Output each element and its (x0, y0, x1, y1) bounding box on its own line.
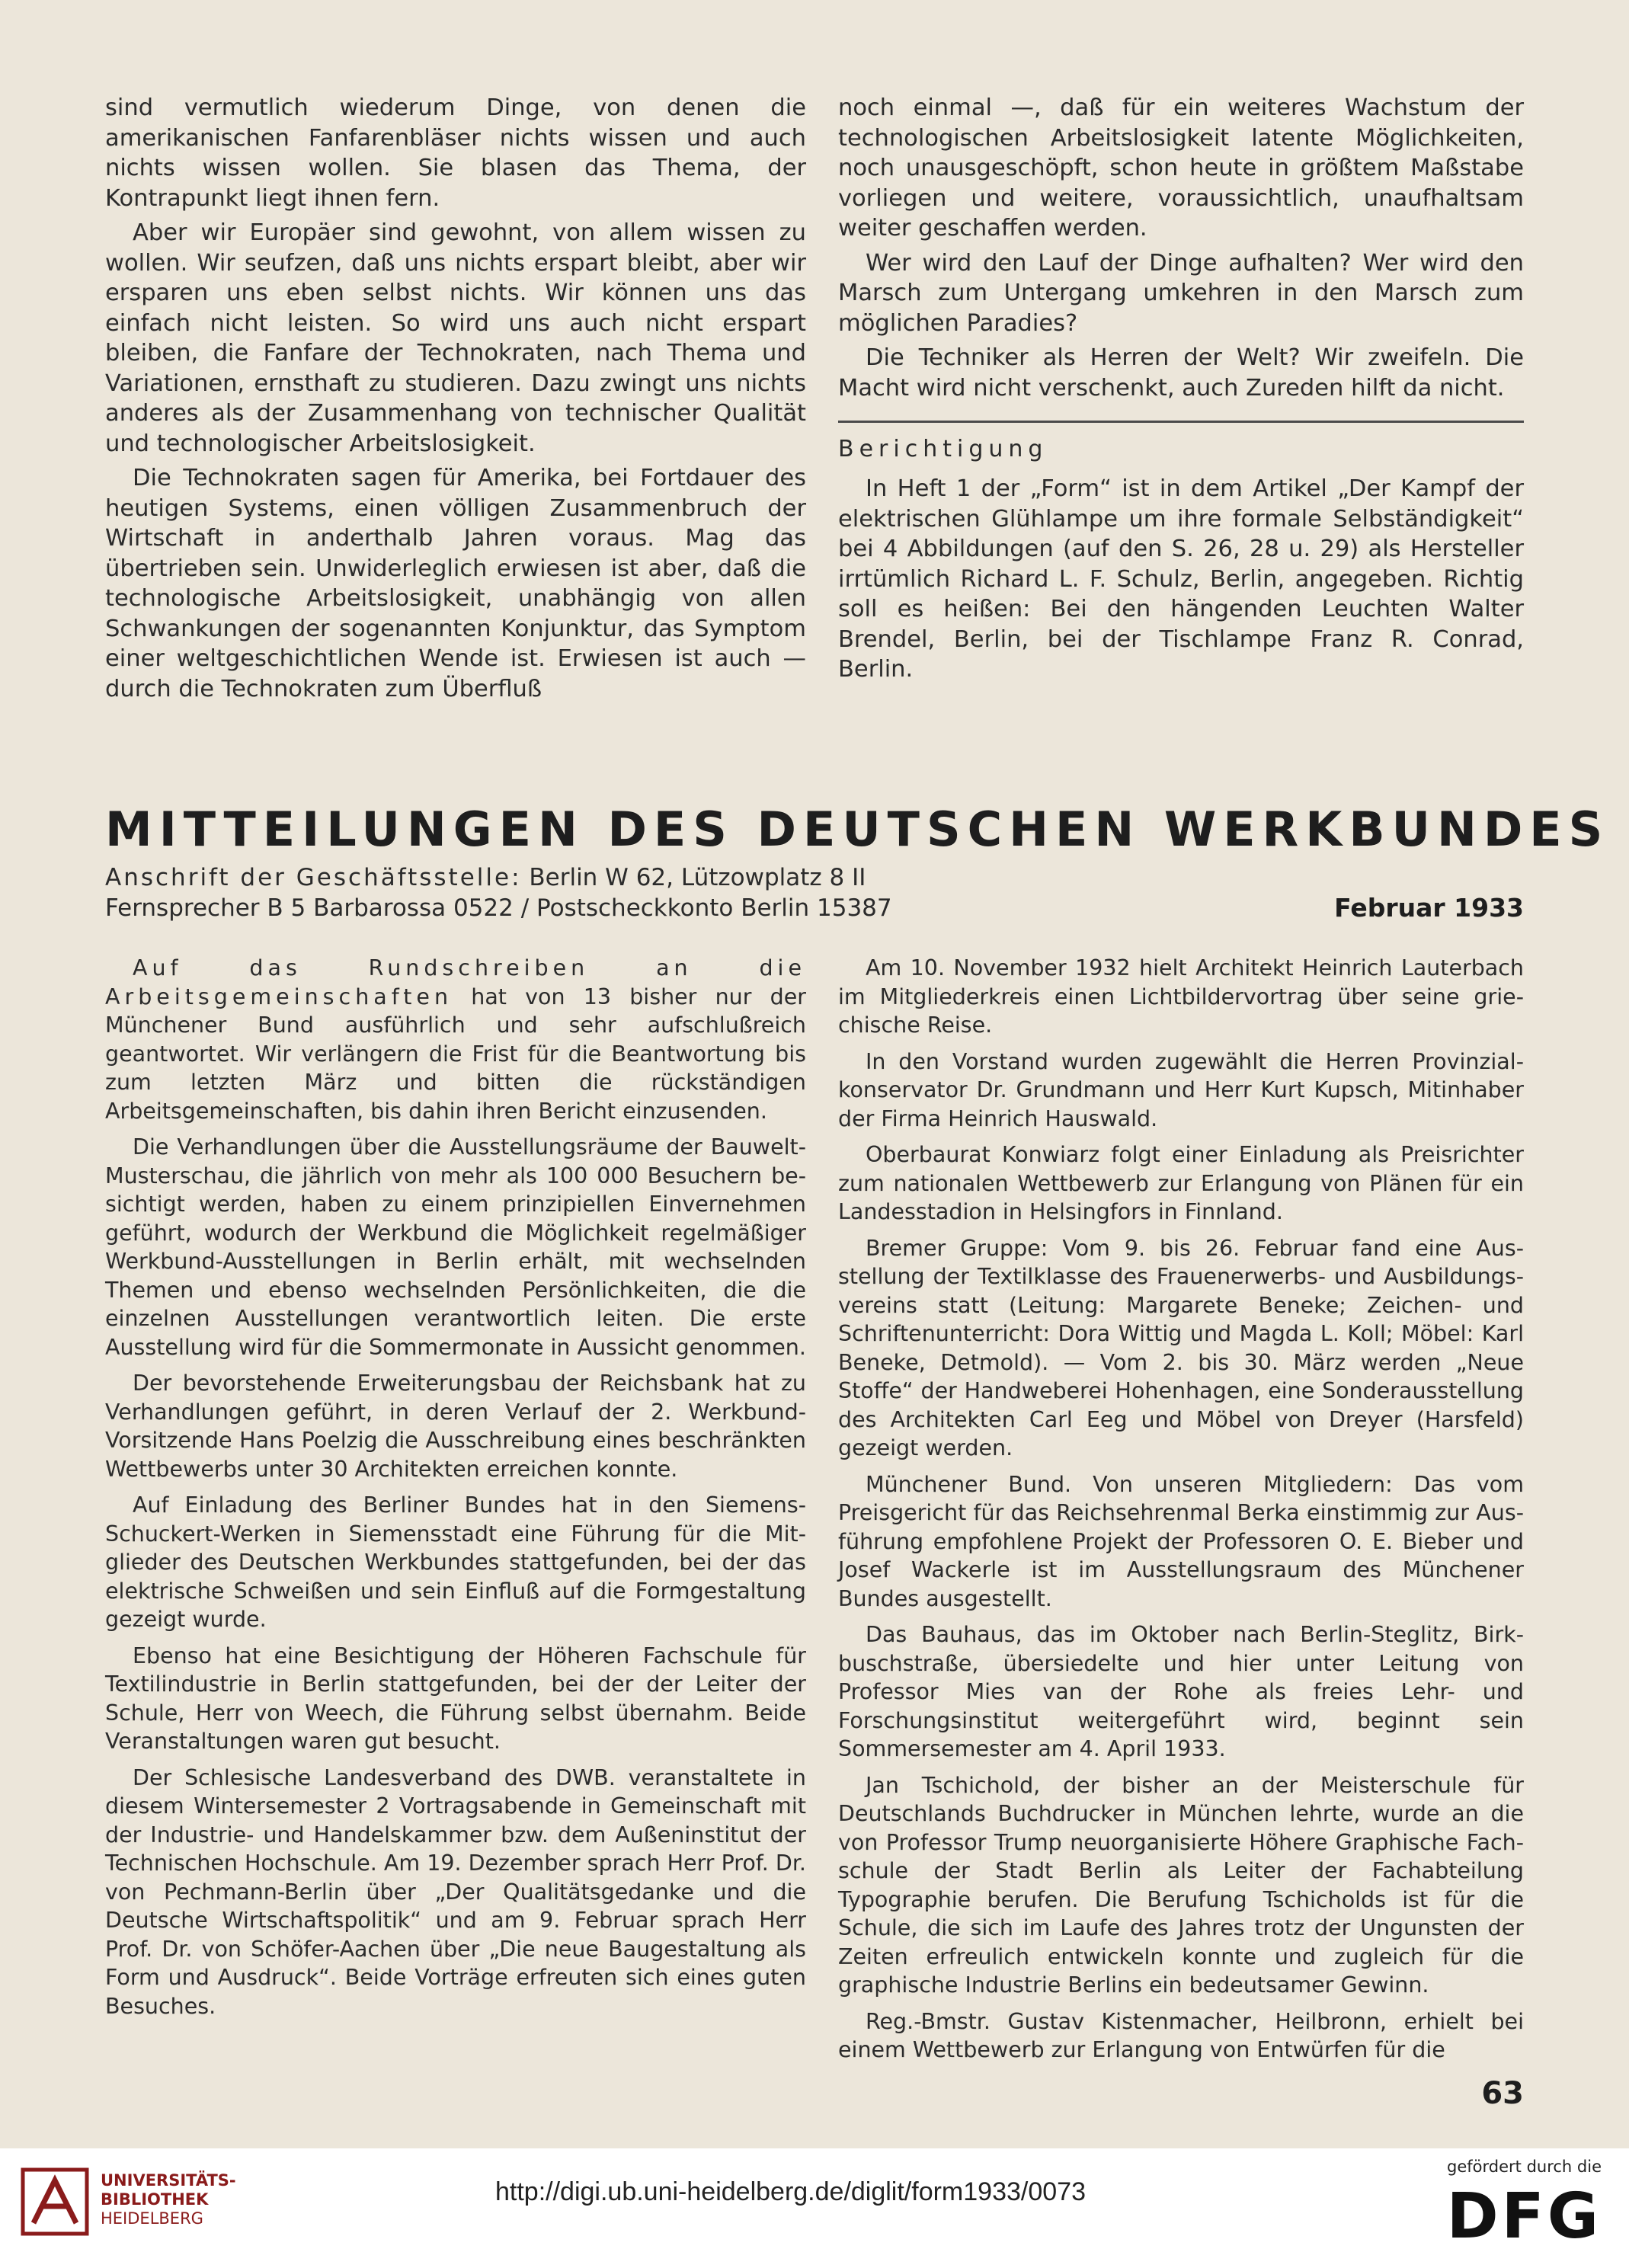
library-name-line: UNIVERSITÄTS- (101, 2171, 236, 2190)
address-line: Berlin W 62, Lützowplatz 8 II (529, 864, 866, 891)
item-text: Der Schlesische Landesverband des DWB. veranstaltete in diesem Wintersemester 2 Vortragsabende in Gemeinschaft mit der Industrie- und Handelskammer bzw. dem Außeninstitut der Technischen Hochschule. Am 19. Dezember sprach Herr Prof. Dr. von Pechmann-Berlin über „Der Qualitätsgedanke und die Deutsche Wirtschaftspolitik“ und am 9. Februar sprach Herr Prof. Dr. von Schöfer-Aachen über „Die neue Baugestaltung als Form und Ausdruck“. Beide Vorträge erfreuten sich eines guten Besuches. (105, 1764, 806, 2019)
news-item: Münchener Bund. Von unseren Mitgliedern: Das vom Preisgericht für das Reichsehrenmal Berka einstimmig zur Ausführung empfohlene Projekt der Professoren O. E. Bieber und Josef Wackerle ist im Ausstellungsraum des Münchener Bundes ausgestellt. (838, 1471, 1524, 1611)
correction-heading: Berichtigung (838, 436, 1048, 462)
news-column-right (838, 954, 1524, 2072)
paragraph: Aber wir Europäer sind gewohnt, von allem wissen zu wollen. Wir seufzen, daß uns nichts erspart bleibt, aber wir ersparen uns eben selbst nichts. Wir können uns das einfach nicht leisten. So wird uns auch nicht erspart bleiben, die Fanfare der Technokraten, nach Thema und Variationen, ernsthaft zu studieren. Dazu zwingt uns nichts anderes als der Zusammenhang von technischer Qualität und technologischer Arbeitslosigkeit. (105, 219, 806, 457)
item-text: Die Verhandlungen über die Ausstellungsräume der Bauwelt-Musterschau, die jährlich von mehr als 100 000 Besuchern besichtigt werden, haben zu einem prinzipiellen Einvernehmen geführt, wodurch der Werkbund die Möglichkeit regelmäßiger Werkbund-Ausstellungen in Berlin erhält, mit wechselnden Themen und ebenso wechselnden Persönlichkeiten, die die einzelnen Ausstellungen verantwortlich leiten. Die erste Ausstellung wird für die Sommermonate in Aussicht genommen. (105, 1134, 806, 1360)
item-text: Der bevorstehende Erweiterungsbau der Reichsbank hat zu Verhandlungen geführt, in deren Verlauf der 2. Werkbund-Vorsitzende Hans Poelzig die Ausschreibung eines beschränkten Wettbewerbs unter 30 Architekten erreichen konnte. (105, 1371, 806, 1482)
news-item: Oberbaurat Konwiarz folgt einer Einladung als Preisrichter zum nationalen Wettbewerb zur Erlangung von Plänen für ein Landesstadion in Helsingfors in Finnland. (838, 1142, 1524, 1224)
item-text: Ebenso hat eine Besichtigung der Höheren Fachschule für Textilindustrie in Berlin stattgefunden, bei der der Leiter der Schule, Herr von Weech, die Führung selbst übernahm. Beide Veranstaltungen waren gut besucht. (105, 1643, 806, 1754)
paragraph: Die Techniker als Herren der Welt? Wir zweifeln. Die Macht wird nicht verschenkt, auch Zureden hilft da nicht. (838, 344, 1524, 401)
news-column-left (105, 954, 806, 2028)
news-item: In den Vorstand wurden zugewählt die Herren Provinzialkonservator Dr. Grundmann und Herr Kurt Kupsch, Mitinhaber der Firma Heinrich Hauswald. (838, 1048, 1524, 1131)
item-lead: Auf das Rundschreiben an die Arbeitsgemeinschaften (105, 955, 806, 1009)
issue-date: Februar 1933 (1334, 893, 1524, 923)
news-item: Das Bauhaus, das im Oktober nach Berlin-Steglitz, Birkbuschstraße, übersiedelte und hier unter Leitung von Professor Mies van der Rohe als freies Lehr- und Forschungsinstitut weitergeführt wird, beginnt sein Sommersemester am 4. April 1933. (838, 1622, 1524, 1761)
dfg-logo[interactable]: DFG (1446, 2180, 1602, 2253)
news-item (105, 1642, 806, 1756)
news-item (105, 1369, 806, 1483)
library-name[interactable] (101, 2171, 236, 2228)
article-column-left (105, 93, 806, 709)
news-item: Jan Tschichold, der bisher an der Meisterschule für Deutschlands Buchdrucker in München lehrte, wurde an die von Professor Trump neuorganisierte Höhere Graphische Fachschule der Stadt Berlin als Leiter der Fachabteilung Typographie berufen. Die Berufung Tschicholds ist für die Schule, die sich im Laufe des Jahres trotz der Ungunsten der Zeiten erfreulich entwickeln konnte und zugleich für die graphische Industrie Berlins ein bedeutsamer Gewinn. (838, 1772, 1524, 1998)
library-name-line: BIBLIOTHEK (101, 2190, 209, 2209)
news-item: Am 10. November 1932 hielt Architekt Heinrich Lauterbach im Mitgliederkreis einen Lichtbildervortrag über seine griechische Reise. (838, 955, 1524, 1038)
paragraph: sind vermutlich wiederum Dinge, von denen die amerikanischen Fanfarenbläser nichts wissen und auch nichts wissen wollen. Sie blasen das Thema, der Kontrapunkt liegt ihnen fern. (105, 94, 806, 212)
news-item (105, 1133, 806, 1361)
item-text: hat von 13 bisher nur der Münchener Bund ausführlich und sehr aufschlußreich geantwortet. Wir verlängern die Frist für die Beantwortung bis zum letzten März und bitten die rückständigen Arbeitsgemeinschaften, bis dahin ihren Bericht einzusenden. (105, 984, 806, 1124)
paragraph: In Heft 1 der „Form“ ist in dem Artikel „Der Kampf der elektrischen Glühlampe um ihre formale Selbständigkeit“ bei 4 Abbildungen (auf den S. 26, 28 u. 29) als Hersteller irrtümlich Richard L. F. Schulz, Berlin, angegeben. Richtig soll es heißen: Bei den hängenden Leuchten Walter Brendel, Berlin, bei der Tischlampe Franz R. Conrad, Berlin. (838, 475, 1524, 683)
contact-line: Fernsprecher B 5 Barbarossa 0522 / Postscheckkonto Berlin 15387 (105, 894, 892, 922)
news-item (105, 1764, 806, 2021)
paragraph: Wer wird den Lauf der Dinge aufhalten? Wer wird den Marsch zum Untergang umkehren in den Marsch zum möglichen Paradies? (838, 249, 1524, 337)
page-number: 63 (1481, 2076, 1524, 2111)
office-address (105, 862, 892, 923)
news-item (105, 1491, 806, 1634)
news-item (105, 954, 806, 1125)
news-item: Bremer Gruppe: Vom 9. bis 26. Februar fand eine Ausstellung der Textilklasse des Frauenerwerbs- und Ausbildungsvereins statt (Leitung: Margarete Beneke; Zeichen- und Schriftenunterricht: Dora Wittig und Magda L. Koll; Möbel: Karl Beneke, Detmold). — Vom 2. bis 30. März werden „Neue Stoffe“ der Handweberei Hohenhagen, eine Sonderausstellung des Architekten Carl Eeg und Möbel von Dreyer (Harsfeld) gezeigt werden. (838, 1235, 1524, 1460)
digitization-footer (0, 2148, 1629, 2268)
paragraph: Die Technokraten sagen für Amerika, bei Fortdauer des heutigen Systems, einen völligen Zusammenbruch der Wirtschaft in anderthalb Jahren voraus. Mag das übertrieben sein. Unwiderleglich erwiesen ist aber, daß die technologische Arbeitslosigkeit, unabhängig von allen Schwankungen der sogenannten Konjunktur, das Symptom einer weltgeschichtlichen Wende ist. Erwiesen ist auch — durch die Technokraten zum Überfluß (105, 465, 806, 702)
section-divider (838, 421, 1524, 423)
news-item: Reg.-Bmstr. Gustav Kistenmacher, Heilbronn, erhielt bei einem Wettbewerb zur Erlangung von Entwürfen für die (838, 2008, 1524, 2062)
library-name-line: HEIDELBERG (101, 2209, 203, 2228)
correction-notice (838, 474, 1524, 689)
paragraph: noch einmal —, daß für ein weiteres Wachstum der technologischen Arbeitslosigkeit latente Möglichkeiten, noch unausgeschöpft, schon heute in größtem Maßstabe vorliegen und weitere, voraussichtlich, unaufhaltsam weiter geschaffen werden. (838, 94, 1524, 242)
masthead-title: MITTEILUNGEN DES DEUTSCHEN WERKBUNDES (105, 801, 1610, 857)
item-text: Auf Einladung des Berliner Bundes hat in den Siemens-Schuckert-Werken in Siemensstadt eine Führung für die Mitglieder des Deutschen Werkbundes stattgefunden, bei der das elektrische Schweißen und sein Einfluß auf die Formgestaltung gezeigt wurde. (105, 1492, 806, 1632)
address-label: Anschrift der Geschäftsstelle: (105, 864, 522, 891)
library-logo-icon[interactable] (17, 2164, 93, 2240)
funder-caption: gefördert durch die (1447, 2158, 1602, 2176)
article-column-right (838, 93, 1524, 408)
source-link[interactable]: http://digi.ub.uni-heidelberg.de/diglit/form1933/0073 (495, 2177, 1086, 2206)
